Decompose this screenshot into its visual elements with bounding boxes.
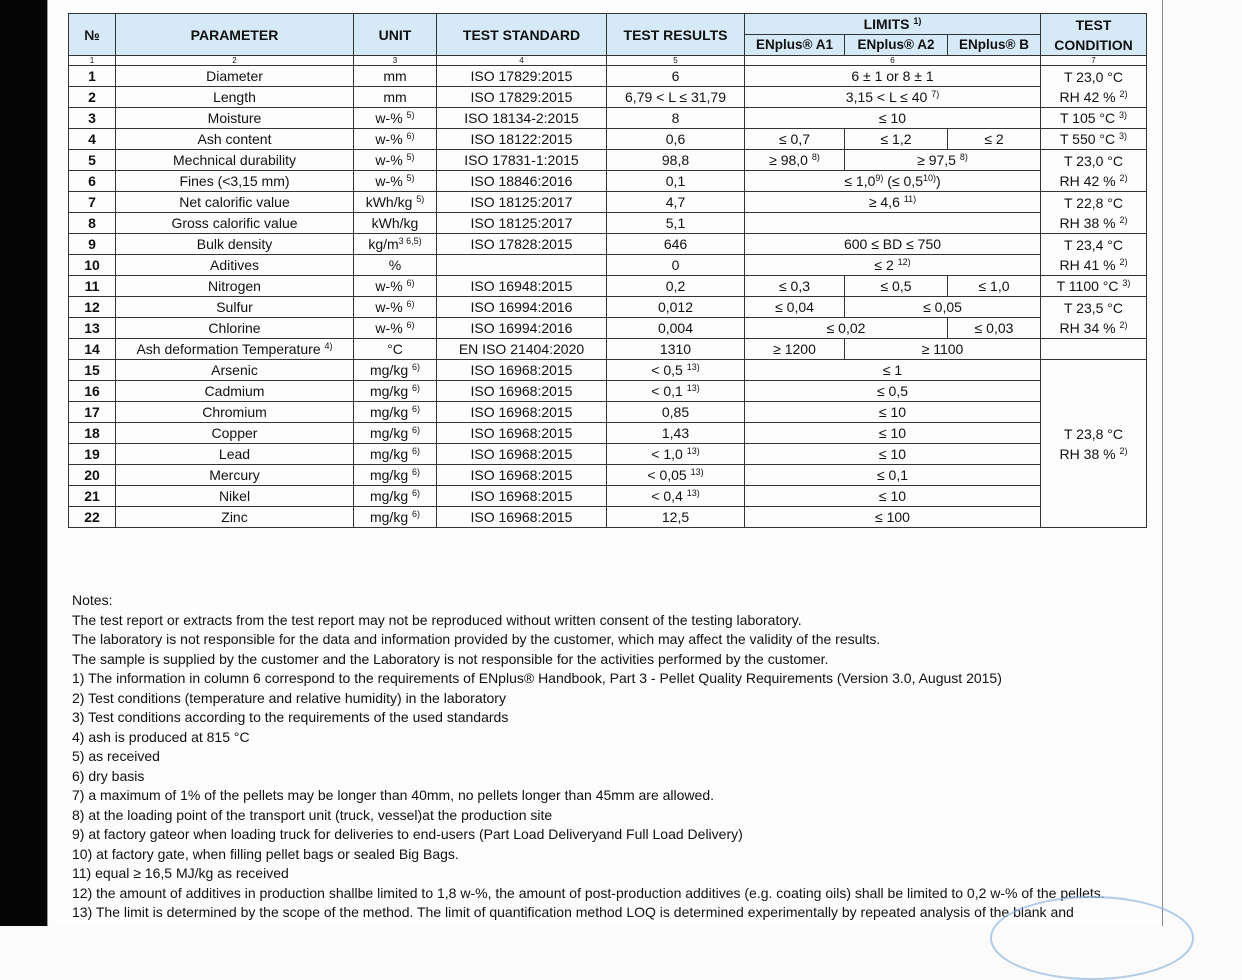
table-row [69, 486, 1147, 507]
row-number: 10 [69, 255, 116, 276]
note-line: 13) The limit is determined by the scope of the method. The limit of quantification method LOQ is determined experimentally by repeated analysis of the blank and [72, 904, 1074, 920]
unit-cell: w-% $^{6)}$ [354, 276, 437, 297]
unit-cell: w-% $^{5)}$ [354, 150, 437, 171]
row-number: 17 [69, 402, 116, 423]
limit-b-cell: ≤ 0,03 [948, 318, 1041, 339]
limit-cell: ≤ 10 [745, 486, 1041, 507]
colnum: 3 [354, 56, 437, 66]
standard-cell: ISO 16948:2015 [437, 276, 607, 297]
result-cell: 0,85 [607, 402, 745, 423]
table-row [69, 276, 1147, 297]
row-number: 18 [69, 423, 116, 444]
parameter-cell: Diameter [116, 66, 354, 87]
table-row [69, 171, 1147, 192]
parameter-cell: Lead [116, 444, 354, 465]
limit-a1-a2-cell: ≤ 0,02 [745, 318, 948, 339]
unit-cell: mg/kg $^{6)}$ [354, 507, 437, 528]
limit-cell: ≤ 0,1 [745, 465, 1041, 486]
header-row [69, 14, 1147, 35]
row-number: 20 [69, 465, 116, 486]
result-cell: < 0,5 $^{13)}$ [607, 360, 745, 381]
standard-cell: ISO 17829:2015 [437, 66, 607, 87]
limit-cell: ≤ $1,0^{9)}$ (≤ $0,5^{10)}$) [745, 171, 1041, 192]
row-number: 2 [69, 87, 116, 108]
limit-cell: 3,15 < L ≤ 40 $^{7)}$ [745, 87, 1041, 108]
limit-a2-b-cell: ≤ 0,05 [845, 297, 1041, 318]
colnum: 2 [116, 56, 354, 66]
parameter-cell: Arsenic [116, 360, 354, 381]
condition-cell: T 23,8 °C RH 38 % $^{2)}$ [1041, 360, 1147, 528]
table-row [69, 213, 1147, 234]
note-line: The sample is supplied by the customer and the Laboratory is not responsible for the activities performed by the customer. [72, 650, 829, 667]
note-line: 6) dry basis [72, 767, 145, 784]
note-line: 12) the amount of additives in production shallbe limited to 1,8 w-%, the amount of post-production additives (e.g. coating oils) shall be limited to 0,2 w-% of the pellets. [72, 884, 1105, 901]
parameter-cell: Mechnical durability [116, 150, 354, 171]
header-unit: UNIT [354, 14, 437, 56]
limit-cell: ≤ 0,5 [745, 381, 1041, 402]
limit-b-cell: ≤ 1,0 [948, 276, 1041, 297]
row-number: 5 [69, 150, 116, 171]
result-cell: < 0,1 $^{13)}$ [607, 381, 745, 402]
limit-cell: ≤ 100 [745, 507, 1041, 528]
header-limits: LIMITS $^{1)}$ [745, 14, 1041, 35]
parameter-cell: Chromium [116, 402, 354, 423]
result-cell: 0 [607, 255, 745, 276]
table-row [69, 87, 1147, 108]
row-number: 14 [69, 339, 116, 360]
parameter-cell: Ash content [116, 129, 354, 150]
condition-cell: T 23,0 °C RH 42 % $^{2)}$ [1041, 150, 1147, 192]
result-cell: 5,1 [607, 213, 745, 234]
condition-cell [1041, 339, 1147, 360]
colnum: 1 [69, 56, 116, 66]
standard-cell: ISO 16968:2015 [437, 444, 607, 465]
unit-cell: mm [354, 66, 437, 87]
standard-cell: ISO 16968:2015 [437, 465, 607, 486]
parameter-cell: Gross calorific value [116, 213, 354, 234]
parameter-cell: Nikel [116, 486, 354, 507]
standard-cell: ISO 18122:2015 [437, 129, 607, 150]
result-cell: 1,43 [607, 423, 745, 444]
row-number: 21 [69, 486, 116, 507]
parameter-cell: Moisture [116, 108, 354, 129]
result-cell: 98,8 [607, 150, 745, 171]
limit-a2-cell: ≤ 1,2 [845, 129, 948, 150]
unit-cell: kWh/kg [354, 213, 437, 234]
header-enplus-a1: ENplus® A1 [745, 35, 845, 56]
parameter-cell: Chlorine [116, 318, 354, 339]
limit-a1-cell: ≤ 0,7 [745, 129, 845, 150]
limit-cell [745, 213, 1041, 234]
result-cell: 12,5 [607, 507, 745, 528]
limit-a1-cell: ≤ 0,3 [745, 276, 845, 297]
row-number: 16 [69, 381, 116, 402]
colnum: 5 [607, 56, 745, 66]
header-no: № [69, 14, 116, 56]
unit-cell: °C [354, 339, 437, 360]
row-number: 3 [69, 108, 116, 129]
parameter-cell: Fines (<3,15 mm) [116, 171, 354, 192]
limit-cell: 600 ≤ BD ≤ 750 [745, 234, 1041, 255]
result-cell: 646 [607, 234, 745, 255]
parameter-cell: Bulk density [116, 234, 354, 255]
table-row [69, 507, 1147, 528]
row-number: 15 [69, 360, 116, 381]
condition-cell: T 23,0 °C RH 42 % $^{2)}$ [1041, 66, 1147, 108]
notes-title: Notes: [72, 592, 113, 608]
unit-cell: % [354, 255, 437, 276]
standard-cell: ISO 18125:2017 [437, 192, 607, 213]
standard-cell: ISO 18125:2017 [437, 213, 607, 234]
unit-cell: w-% $^{6)}$ [354, 318, 437, 339]
row-number: 4 [69, 129, 116, 150]
limit-b-cell: ≤ 2 [948, 129, 1041, 150]
table-row [69, 465, 1147, 486]
standard-cell: ISO 16994:2016 [437, 297, 607, 318]
notes-section [72, 591, 1152, 923]
note-line: 3) Test conditions according to the requirements of the used standards [72, 709, 509, 725]
standard-cell: ISO 16968:2015 [437, 381, 607, 402]
result-cell: < 1,0 $^{13)}$ [607, 444, 745, 465]
table-row [69, 360, 1147, 381]
unit-cell: mg/kg $^{6)}$ [354, 444, 437, 465]
header-parameter: PARAMETER [116, 14, 354, 56]
parameter-cell: Length [116, 87, 354, 108]
parameter-cell: Sulfur [116, 297, 354, 318]
limit-a1-cell: ≥ 98,0 $^{8)}$ [745, 150, 845, 171]
note-line: 11) equal ≥ 16,5 MJ/kg as received [72, 865, 289, 881]
right-page-edge [1162, 0, 1163, 926]
unit-cell: mg/kg $^{6)}$ [354, 402, 437, 423]
result-cell: 0,2 [607, 276, 745, 297]
table-row [69, 318, 1147, 339]
result-cell: 4,7 [607, 192, 745, 213]
limit-a2-b-cell: ≥ 97,5 $^{8)}$ [845, 150, 1041, 171]
unit-cell: w-% $^{6)}$ [354, 129, 437, 150]
header-enplus-b: ENplus® B [948, 35, 1041, 56]
condition-cell: T 105 °C $^{3)}$ [1041, 108, 1147, 129]
limit-a1-cell: ≤ 0,04 [745, 297, 845, 318]
parameter-cell: Net calorific value [116, 192, 354, 213]
table-row [69, 66, 1147, 87]
unit-cell: w-% $^{5)}$ [354, 171, 437, 192]
standard-cell: ISO 16968:2015 [437, 507, 607, 528]
unit-cell: mg/kg $^{6)}$ [354, 465, 437, 486]
unit-cell: w-% $^{6)}$ [354, 297, 437, 318]
parameter-cell: Zinc [116, 507, 354, 528]
table-row [69, 255, 1147, 276]
limit-cell: ≤ 10 [745, 444, 1041, 465]
test-results-table [68, 13, 1147, 528]
condition-cell: T 23,5 °C RH 34 % $^{2)}$ [1041, 297, 1147, 339]
table-row [69, 108, 1147, 129]
standard-cell: ISO 16968:2015 [437, 360, 607, 381]
limit-cell: ≤ 10 [745, 423, 1041, 444]
table-row [69, 423, 1147, 444]
standard-cell: ISO 17829:2015 [437, 87, 607, 108]
table-row [69, 150, 1147, 171]
table-row [69, 297, 1147, 318]
parameter-cell: Ash deformation Temperature $^{4)}$ [116, 339, 354, 360]
table-row [69, 234, 1147, 255]
row-number: 6 [69, 171, 116, 192]
table-row [69, 402, 1147, 423]
note-line: The test report or extracts from the test report may not be reproduced without written consent of the testing laboratory. [72, 611, 802, 628]
condition-cell: T 1100 °C $^{3)}$ [1041, 276, 1147, 297]
note-line: The laboratory is not responsible for the data and information provided by the customer, which may affect the validity of the results. [72, 631, 881, 647]
unit-cell: mg/kg $^{6)}$ [354, 423, 437, 444]
result-cell: < 0,05 $^{13)}$ [607, 465, 745, 486]
parameter-cell: Nitrogen [116, 276, 354, 297]
standard-cell [437, 255, 607, 276]
row-number: 12 [69, 297, 116, 318]
table-row [69, 339, 1147, 360]
row-number: 8 [69, 213, 116, 234]
limit-cell: 6 ± 1 or 8 ± 1 [745, 66, 1041, 87]
condition-cell: T 22,8 °C RH 38 % $^{2)}$ [1041, 192, 1147, 234]
standard-cell: ISO 16968:2015 [437, 486, 607, 507]
condition-cell: T 550 °C $^{3)}$ [1041, 129, 1147, 150]
parameter-cell: Copper [116, 423, 354, 444]
parameter-cell: Mercury [116, 465, 354, 486]
result-cell: 6,79 < L ≤ 31,79 [607, 87, 745, 108]
left-dark-border [0, 0, 48, 926]
standard-cell: ISO 16994:2016 [437, 318, 607, 339]
result-cell: 0,1 [607, 171, 745, 192]
limit-a2-cell: ≤ 0,5 [845, 276, 948, 297]
left-page-edge [47, 0, 48, 926]
note-line: 2) Test conditions (temperature and relative humidity) in the laboratory [72, 689, 506, 706]
note-line: 1) The information in column 6 correspond to the requirements of ENplus® Handbook, Part 3 - Pellet Quality Requirements (Version 3.0, August 2015) [72, 670, 1002, 686]
result-cell: 0,004 [607, 318, 745, 339]
result-cell: 0,6 [607, 129, 745, 150]
standard-cell: ISO 18134-2:2015 [437, 108, 607, 129]
result-cell: 1310 [607, 339, 745, 360]
standard-cell: ISO 18846:2016 [437, 171, 607, 192]
standard-cell: EN ISO 21404:2020 [437, 339, 607, 360]
result-cell: 0,012 [607, 297, 745, 318]
stamp-seal [990, 896, 1194, 980]
table-row [69, 192, 1147, 213]
unit-cell: mm [354, 87, 437, 108]
row-number: 22 [69, 507, 116, 528]
unit-cell: kWh/kg $^{5)}$ [354, 192, 437, 213]
row-number: 9 [69, 234, 116, 255]
row-number: 7 [69, 192, 116, 213]
standard-cell: ISO 16968:2015 [437, 423, 607, 444]
column-number-row [69, 56, 1147, 66]
note-line: 5) as received [72, 748, 160, 764]
table-row [69, 381, 1147, 402]
note-line: 8) at the loading point of the transport unit (truck, vessel)at the production site [72, 806, 553, 823]
row-number: 1 [69, 66, 116, 87]
result-cell: < 0,4 $^{13)}$ [607, 486, 745, 507]
unit-cell: mg/kg $^{6)}$ [354, 486, 437, 507]
parameter-cell: Cadmium [116, 381, 354, 402]
header-enplus-a2: ENplus® A2 [845, 35, 948, 56]
unit-cell: $kg/m^{3 6,5)}$ [354, 234, 437, 255]
limit-cell: ≤ 10 [745, 402, 1041, 423]
limit-cell: ≤ 1 [745, 360, 1041, 381]
colnum: 4 [437, 56, 607, 66]
condition-cell: T 23,4 °C RH 41 % $^{2)}$ [1041, 234, 1147, 276]
limit-a2-b-cell: ≥ 1100 [845, 339, 1041, 360]
colnum: 7 [1041, 56, 1147, 66]
colnum: 6 [745, 56, 1041, 66]
unit-cell: mg/kg $^{6)}$ [354, 381, 437, 402]
header-test-condition: TEST CONDITION [1041, 14, 1147, 56]
table-row [69, 444, 1147, 465]
note-line: 4) ash is produced at 815 °C [72, 728, 250, 745]
standard-cell: ISO 16968:2015 [437, 402, 607, 423]
standard-cell: ISO 17828:2015 [437, 234, 607, 255]
limit-cell: ≤ 10 [745, 108, 1041, 129]
note-line: 10) at factory gate, when filling pellet bags or sealed Big Bags. [72, 845, 459, 862]
table-row [69, 129, 1147, 150]
row-number: 19 [69, 444, 116, 465]
standard-cell: ISO 17831-1:2015 [437, 150, 607, 171]
unit-cell: mg/kg $^{6)}$ [354, 360, 437, 381]
note-line: 9) at factory gateor when loading truck for deliveries to end-users (Part Load Deliveryand Full Load Delivery) [72, 826, 743, 842]
limit-cell: ≥ 4,6 $^{11)}$ [745, 192, 1041, 213]
header-test-standard: TEST STANDARD [437, 14, 607, 56]
header-test-results: TEST RESULTS [607, 14, 745, 56]
row-number: 13 [69, 318, 116, 339]
result-cell: 8 [607, 108, 745, 129]
unit-cell: w-% $^{5)}$ [354, 108, 437, 129]
parameter-cell: Aditives [116, 255, 354, 276]
row-number: 11 [69, 276, 116, 297]
result-cell: 6 [607, 66, 745, 87]
limit-a1-cell: ≥ 1200 [745, 339, 845, 360]
note-line: 7) a maximum of 1% of the pellets may be longer than 40mm, no pellets longer than 45mm are allowed. [72, 787, 714, 803]
limit-cell: ≤ 2 $^{12)}$ [745, 255, 1041, 276]
